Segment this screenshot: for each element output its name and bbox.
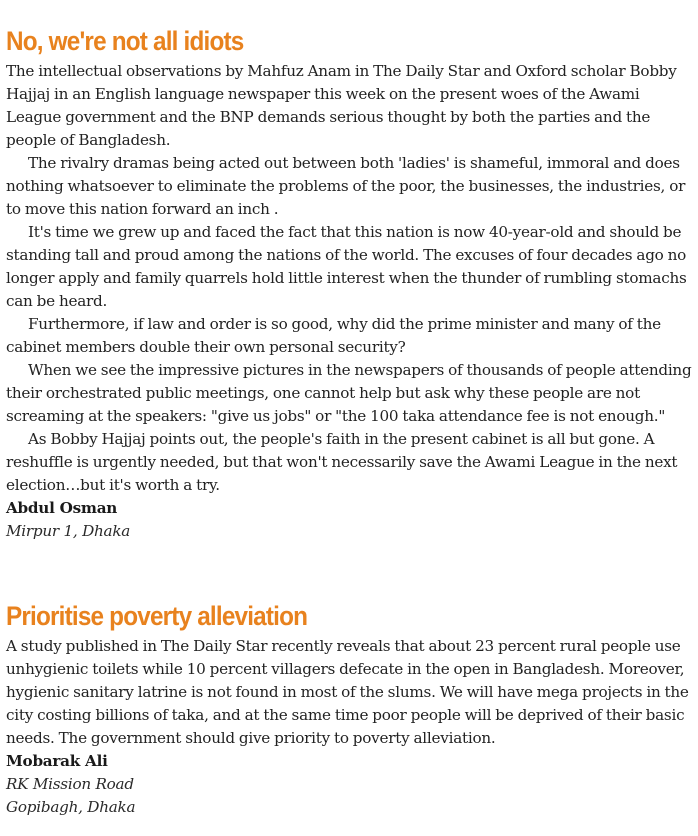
letter-paragraph: It's time we grew up and faced the fact that this nation is now 40-year-old and should be standing tall and proud among the nations of the world. The excuses of four decades ago no longer apply and family quarrels hold little interest when the thunder of rumbling stomachs can be heard. bbox=[6, 223, 687, 310]
letter-paragraph: A study published in The Daily Star recently reveals that about 23 percent rural people use unhygienic toilets while 10 percent villagers defecate in the open in Bangladesh. Moreover, hygienic sanitary latrine is not found in most of the slums. We will have mega projects in the city costing billions of taka, and at the same time poor people will be deprived of their basic needs. The government should give priority to poverty alleviation. bbox=[6, 637, 689, 747]
letter-no-were-not-all-idiots bbox=[6, 26, 696, 543]
letter-location: Mirpur 1, Dhaka bbox=[6, 522, 131, 540]
letter-body bbox=[6, 60, 696, 497]
letter-author: Mobarak Ali bbox=[6, 752, 108, 770]
letter-body bbox=[6, 635, 696, 750]
letter-paragraph: The rivalry dramas being acted out between both 'ladies' is shameful, immoral and does nothing whatsoever to eliminate the problems of the poor, the businesses, the industries, or to move this nation forward an inch . bbox=[6, 154, 686, 218]
letter-headline: Prioritise poverty alleviation bbox=[6, 601, 308, 631]
letter-paragraph: When we see the impressive pictures in the newspapers of thousands of people attending their orchestrated public meetings, one cannot help but ask why these people are not screaming at the speakers: "give us jobs" or "the 100 taka attendance fee is not enough." bbox=[6, 361, 692, 425]
letter-paragraph: Furthermore, if law and order is so good, why did the prime minister and many of the cabinet members double their own personal security? bbox=[6, 315, 661, 356]
letter-paragraph: The intellectual observations by Mahfuz Anam in The Daily Star and Oxford scholar Bobby Hajjaj in an English language newspaper this week on the present woes of the Awami League government and the BNP demands serious thought by both the parties and the people of Bangladesh. bbox=[6, 62, 677, 149]
letter-location: RK Mission Road bbox=[6, 775, 134, 793]
letter-prioritise-poverty-alleviation bbox=[6, 601, 696, 819]
letter-paragraph: As Bobby Hajjaj points out, the people's faith in the present cabinet is all but gone. A reshuffle is urgently needed, but that won't necessarily save the Awami League in the next election…but it's worth a try. bbox=[6, 430, 678, 494]
letter-author: Abdul Osman bbox=[6, 499, 118, 517]
letter-location: Gopibagh, Dhaka bbox=[6, 798, 136, 816]
letter-headline: No, we're not all idiots bbox=[6, 26, 244, 56]
